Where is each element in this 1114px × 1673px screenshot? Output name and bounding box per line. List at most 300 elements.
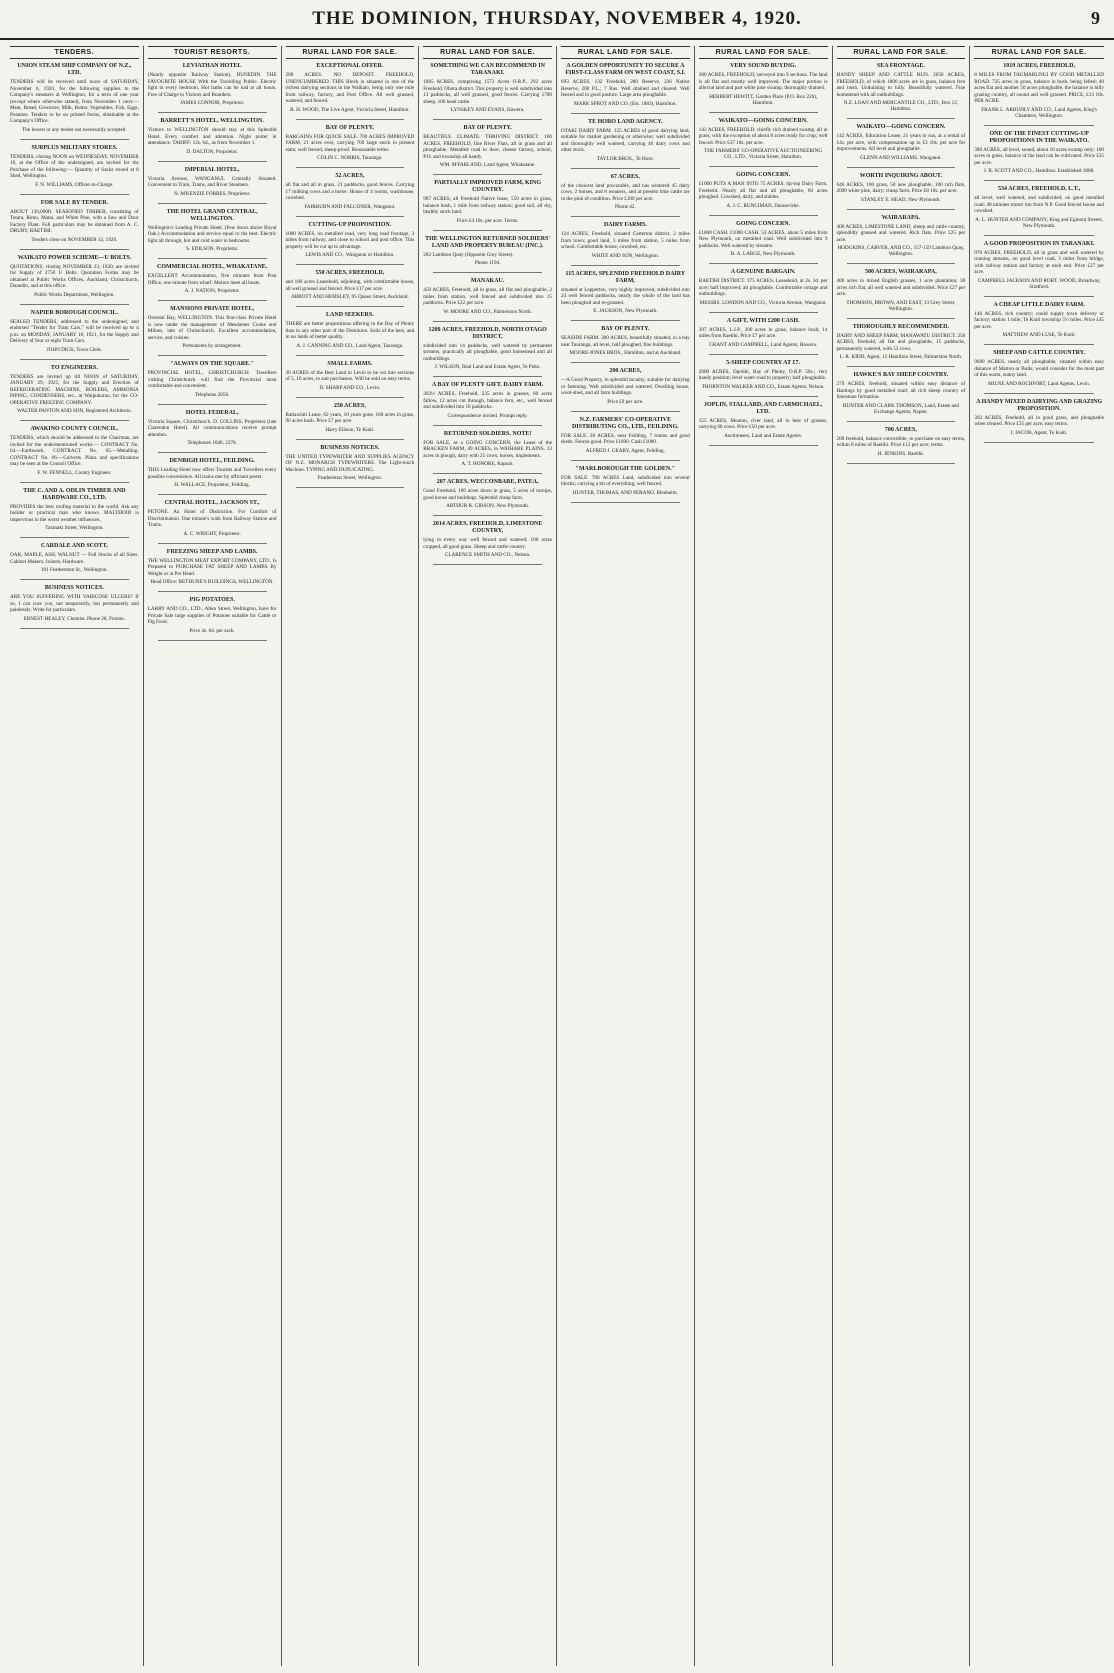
ad-divider xyxy=(433,119,542,120)
ad-body: TENDERS, closing NOON on WEDNESDAY, NOVEMBER 10, at the Office of the undersigned, are invited for the Purchase of the following:— Quantity of Sacks stored at 8 Shed, Wellington. xyxy=(10,153,139,179)
ad-divider xyxy=(433,515,542,516)
advertisement xyxy=(699,402,828,439)
ad-heading: WAIRARAPA. xyxy=(881,214,921,221)
ad-heading: CENTRAL HOTEL, JACKSON ST., xyxy=(164,500,260,506)
ad-signature: A. C. WRIGHT, Proprietor. xyxy=(183,530,241,537)
column-5 xyxy=(557,46,695,1666)
ad-divider xyxy=(433,272,542,273)
ad-signature: LYNSKEY AND EVANS, Hawera. xyxy=(450,107,525,113)
ad-heading: THE HOTEL GRAND CENTRAL, WELLINGTON. xyxy=(166,208,258,222)
advertisement xyxy=(561,326,690,356)
ad-divider xyxy=(158,494,267,495)
ad-divider xyxy=(571,113,680,114)
ad-signature: Telephone 2056. xyxy=(194,391,230,398)
ad-heading: EXCEPTIONAL OFFER. xyxy=(316,63,384,69)
ad-signature: F. N. WILLIAMS, Officer-in-Charge. xyxy=(35,181,114,188)
advertisement xyxy=(10,255,139,298)
advertisement xyxy=(561,63,690,107)
advertisement xyxy=(423,431,552,468)
ad-heading: LAND SEEKERS. xyxy=(326,312,374,318)
ad-signature: Taranaki Street, Wellington. xyxy=(45,525,104,531)
ad-signature: 101 Featherston St., Wellington. xyxy=(40,567,108,573)
advertisement xyxy=(10,145,139,188)
ad-heading: 550 ACRES, FREEHOLD, xyxy=(315,270,385,276)
ad-divider xyxy=(20,359,129,360)
advertisement xyxy=(286,125,415,162)
column-8 xyxy=(970,46,1108,1666)
advertisement xyxy=(837,124,966,161)
ad-body: QUOTATIONS, closing NOVEMBER 23, 1920, are invited for Supply of 2750 U Bolts. Quotation Forms may be obtained at Public Works Offices, Auckland, Christchurch, Dunedin, and at this office. xyxy=(10,263,139,289)
ad-body: TENDERS, which should be addressed to the Chairman, are invited for the undermentioned works:— CONTRACT No. 64.—Earthwork. CONTRACT No. 65.—Metalling. CONTRACT No. 66.—Culverts. Plans and specifications may be seen at the Council Office. xyxy=(10,435,139,467)
ad-divider xyxy=(709,166,818,167)
column-4 xyxy=(419,46,557,1666)
advertisement xyxy=(699,318,828,348)
ad-divider xyxy=(984,344,1094,345)
ad-signature: WHITE AND SON, Wellington. xyxy=(591,252,660,259)
advertisement xyxy=(10,543,139,573)
ad-signature: LEWIS AND CO., Wanganui or Hamilton. xyxy=(305,252,395,258)
ad-body: 8 MILES FROM TAUMARUNUI BY GOOD METALLED ROAD. 725 acres in grass, balance in bush, being felled; 40 acres flat and another 50 acres ploughable, the balance is hilly grazing country, all sound and well grassed. PRICE, £13 10s. PER ACRE. xyxy=(974,72,1104,104)
ad-body: ARE YOU SUFFERING WITH VARICOSE ULCERS? If so, I can cure you, not temporarily, but permanently and painlessly. Write for particulars. xyxy=(10,594,139,613)
ad-body: OAK, MAPLE, ASH, WALNUT — Full Stocks of all Sizes. Cabinet Makers, Joiners, Hardware. xyxy=(10,552,139,565)
ad-heading: TE HORO LAND AGENCY. xyxy=(588,118,663,125)
ad-heading: N.Z. FARMERS' CO-OPERATIVE DISTRIBUTING CO., LTD., FEILDING. xyxy=(571,416,679,430)
advertisement xyxy=(561,119,690,162)
advertisement xyxy=(837,63,966,112)
ad-heading: A HANDY MIXED DAIRYING AND GRAZING PROPOSITION. xyxy=(976,398,1103,412)
advertisement xyxy=(561,222,690,259)
ad-body: PROVINCIAL HOTEL, CHRISTCHURCH. Travellers visiting Christchurch will find the Provincial most comfortable and convenient. xyxy=(147,370,277,389)
ad-body: 400 ACRES, LIMESTONE LAND, sheep and cattle country, splendidly grassed and watered. Rich flats. Price £25 per acre. xyxy=(836,223,966,243)
advertisement xyxy=(148,500,277,537)
ad-signature: N.Z. LOAN AND MERCANTILE CO., LTD., Box 12, Hamilton. xyxy=(843,100,959,112)
ad-signature: A. L. HUNTER AND COMPANY, King and Egmont Streets, New Plymouth. xyxy=(975,216,1103,229)
ad-divider xyxy=(296,306,405,307)
ad-signature: Price 4s. 6d. per sack. xyxy=(189,627,235,634)
ad-signature: GLENN AND WILLIAMS, Wanganui. xyxy=(860,154,942,161)
advertisement xyxy=(837,427,966,457)
ad-heading: SURPLUS MILITARY STORES. xyxy=(31,144,118,151)
ad-body: 302 ACRES, Freehold, all in good grass, and ploughable when cleared. Price £35 per acre; easy terms. xyxy=(974,414,1104,427)
ad-signature: Price £9 per acre. xyxy=(607,398,644,405)
advertisement xyxy=(974,399,1104,436)
ad-divider xyxy=(158,404,267,405)
ad-body: 279 ACRES, freehold, situated within easy distance of Hastings by good metalled road; all rich sheep country of limestone formation. xyxy=(836,381,966,400)
ad-body: 142 ACRES, FREEHOLD, chiefly rich drained swamp, all in grass, with the exception of about 8 acres ready for crop; well fenced. Price £37 10s. per acre. xyxy=(698,126,828,146)
ad-divider xyxy=(158,355,267,356)
ad-heading: MANSIONS PRIVATE HOTEL, xyxy=(170,306,255,312)
ad-body: 300 ACRES, FREEHOLD, surveyed into 9 sections. The land is all flat and mostly well improved. The major portion is alluvial land and part white pine swamp, thoroughly drained. xyxy=(698,72,828,91)
ad-signature: WALTER PANTON AND SON, Registered Architects. xyxy=(17,408,132,414)
column-heading: RURAL LAND FOR SALE. xyxy=(974,46,1104,59)
ad-body: TENDERS will be received until noon of SATURDAY, November 6, 1920, for the following supplies to the Company's steamers at Wellington, for a term of one year (except where otherwise stated), from November 1 next:— Meat, Bread, Groceries, Milk, Butter, Vegetables, Fish, Eggs, Potatoes. Tenders to be on printed forms, obtainable at the Company's Office. xyxy=(10,79,139,124)
ad-heading: 115 ACRES, SPLENDID FREEHOLD DAIRY FARM, xyxy=(565,270,686,284)
ad-body: Victoria Avenue, WANGANUI. Centrally Situated. Convenient to Train, Trams, and River Steamers. xyxy=(147,175,277,188)
ad-body: 2000 ACRES, Opotiki, Bay of Plenty, O.R.P. 50s.; very handy position; level water road to property; half ploughable. xyxy=(698,368,828,381)
advertisement xyxy=(974,63,1104,119)
column-heading: RURAL LAND FOR SALE. xyxy=(699,46,828,59)
ad-heading: RETURNED SOLDIERS, NOTE! xyxy=(443,430,532,437)
advertisement xyxy=(148,410,277,447)
advertisement xyxy=(148,549,277,586)
ad-signature: GRANT AND CAMPBELL, Land Agents, Hawera. xyxy=(709,341,818,348)
ad-divider xyxy=(296,167,405,168)
ad-divider xyxy=(984,125,1094,126)
advertisement xyxy=(10,200,139,243)
advertisement xyxy=(423,278,552,315)
advertisement xyxy=(837,173,966,203)
ad-divider xyxy=(571,320,680,321)
ad-divider xyxy=(433,321,542,322)
ad-body: 400 acres in mixed English grasses, 1 acre plantation; 30 acres rich flat, all well watered and subdivided. Price £27 per acre. xyxy=(836,278,966,297)
ad-signature: Harry Ellison, Te Kuiti. xyxy=(325,426,375,433)
ad-signature: Permanents by arrangement. xyxy=(182,343,242,349)
advertisement xyxy=(699,360,828,390)
ad-heading: COMMERCIAL HOTEL, WHAKATANE. xyxy=(156,264,268,270)
ad-signature: MARK SPROT AND CO. (Est. 1883), Hamilton. xyxy=(573,100,677,107)
ad-body: 646 ACRES, 100 grass, 50 new ploughable, 100 rich flats, 2000 white pine, dairy; cheap farm. Price £8 10s. per acre. xyxy=(836,181,966,194)
ad-heading: NAPIER BOROUGH COUNCIL. xyxy=(30,309,118,316)
ad-heading: PARTIALLY IMPROVED FARM, KING COUNTRY. xyxy=(434,180,542,193)
ad-signature: H. JENKINS, Raetihi. xyxy=(877,450,924,457)
ad-signature: JOHN DICK, Town Clerk. xyxy=(46,346,103,353)
advertisement xyxy=(561,174,690,211)
ad-heading: THOROUGHLY RECOMMENDED. xyxy=(852,323,949,330)
advertisement xyxy=(699,63,828,106)
ad-body: 1000 ACRES, on metalled road, very long road frontage, 3 miles from railway, and close to school and post office. This property will be cut up to advantage. xyxy=(285,230,415,250)
advertisement xyxy=(10,426,139,476)
advertisement xyxy=(974,186,1104,229)
advertisement xyxy=(148,264,277,294)
ad-body: ABOUT 130,000ft. SEASONED TIMBER, consisting of Totara, Rimu, Matai, and White Pine, with a Saw and Door Factory Plant. Full particulars may be obtained from A. C. DRURY, RAETIHI. xyxy=(10,208,139,234)
ad-heading: AWAKINO COUNTY COUNCIL. xyxy=(30,426,119,432)
ad-signature: MATTHEW AND LUSE, Te Kuiti. xyxy=(1002,332,1076,338)
ad-divider xyxy=(571,411,680,412)
ad-signature: Auctioneers, Land and Estate Agents. xyxy=(724,432,803,439)
ad-signature: J. WILSON, Real Land and Estate Agent, Te Puke. xyxy=(434,364,541,370)
ad-heading: WORTH INQUIRING ABOUT. xyxy=(859,172,942,179)
ad-signature: D. DALTON, Proprietor. xyxy=(186,148,238,155)
ad-signature: FAIRBURN AND FALCONER, Wanganui. xyxy=(304,203,396,210)
advertisement xyxy=(423,521,552,558)
ad-signature: D. SHARP AND CO., Levin. xyxy=(319,384,381,391)
ad-divider xyxy=(984,442,1094,443)
ad-body: 146 ACRES, rich country; could supply town delivery or factory; station 1 mile; Te Kuiti township 5½ miles. Price £45 per acre. xyxy=(974,310,1104,330)
ad-signature: The lowest or any tender not necessarily accepted. xyxy=(22,126,127,133)
advertisement xyxy=(423,479,552,509)
ad-signature: N. M'KENZIE FORBES, Proprietor. xyxy=(174,190,251,197)
ad-divider xyxy=(709,263,818,264)
ad-body: Visitors to WELLINGTON should stay at this Splendid Hotel. Every comfort and attention. Night porter in attendance. TARIFF: 12s. 6d., as from November 1. xyxy=(147,127,277,146)
ad-signature: ABBOTT AND HEMSLEY, 95 Queen Street, Auckland. xyxy=(290,294,409,300)
advertisement xyxy=(837,215,966,258)
ad-heading: FOR SALE BY TENDER. xyxy=(40,199,109,206)
ad-body: —A Good Property, in splendid locality, suitable for dairying or fattening. Well subdivided and watered. Dwelling house, wool-shed, and all farm buildings. xyxy=(561,377,690,396)
ad-signature: S. EDILSON, Proprietor. xyxy=(185,246,239,252)
ad-heading: A GENUINE BARGAIN. xyxy=(730,269,796,275)
ad-body: 155 ACRES, Mouton, river land, all in best of grasses, carrying 60 cows. Price £50 per acre. xyxy=(698,417,828,430)
ad-heading: A CHEAP LITTLE DAIRY FARM. xyxy=(993,301,1085,308)
ad-signature: COLIN C. NORRIS, Tauranga. xyxy=(317,155,383,161)
ad-body: SEASIDE FARM. 300 ACRES, beautifully situated, in a bay near Tauranga, all level, half ploughed, fine buildings. xyxy=(561,335,690,348)
ad-divider xyxy=(158,591,267,592)
ad-signature: A. J. CANNING AND CO., Land Agent, Tauranga. xyxy=(296,342,404,349)
advertisement xyxy=(423,327,552,371)
advertisement xyxy=(837,324,966,361)
ad-divider xyxy=(984,235,1094,236)
ad-body: 380 ACRES, all level, sound, about 10 acres swamp only; 100 acres in grass, balance of the land can be cultivated. Price £25 per acre. xyxy=(974,146,1104,166)
ad-signature: MESSRS. LONDON AND CO., Victoria Avenue, Wanganui. xyxy=(699,299,827,306)
ad-heading: FREEZING SHEEP AND LAMBS. xyxy=(166,548,258,555)
advertisement xyxy=(148,167,277,197)
ad-body: PROVIDES the best roofing material in the world. Ask any builder or practical man who knows. MALTHOID is impervious to the worst weather influences. xyxy=(10,503,139,523)
ad-divider xyxy=(709,312,818,313)
ad-divider xyxy=(158,640,267,641)
ad-body: 282 Lambton Quay (Opposite Grey Street). xyxy=(423,251,514,258)
ad-heading: 250 ACRES, xyxy=(333,402,366,409)
advertisement xyxy=(148,361,277,398)
ad-heading: THE WELLINGTON RETURNED SOLDIERS' LAND AND PROPERTY BUREAU (INC.). xyxy=(425,235,551,249)
advertisement xyxy=(974,350,1104,387)
column-heading: TENDERS. xyxy=(10,46,139,59)
ad-signature: JAMES CONNOR, Proprietor. xyxy=(179,100,245,106)
ad-signature: R. A. LARGE, New Plymouth. xyxy=(730,251,796,257)
ad-divider xyxy=(20,579,129,580)
ad-body: BARGAINS FOR QUICK SALE. 700 ACRES IMPROVED FARM, 21 acres over, carrying 700 large stock in present state; well fenced, sheep-proof. Reasonable terms. xyxy=(285,133,415,153)
ad-heading: BAY OF PLENTY. xyxy=(601,326,650,332)
ad-signature: HUNTER AND CLARK THOMSON, Land, Estate and Exchange Agents, Napier. xyxy=(842,402,960,415)
advertisement xyxy=(974,131,1104,175)
ad-body: 30 ACRES of the Best Land in Levin to be cut into sections of 5, 10 acres, to suit purchasers. Will be sold on easy terms. xyxy=(285,369,415,382)
ad-signature: CLARENCE SMITH AND CO., Nelson. xyxy=(444,552,531,558)
ad-signature: E. JACKSON, New Plymouth. xyxy=(593,308,658,314)
ad-heading: MANAKAU. xyxy=(470,278,505,284)
ad-body: Victoria Square, Christchurch. D. COLLINS, Proprietor (late Clarendon Hotel). All communications receive prompt attention. xyxy=(147,418,277,438)
advertisement xyxy=(699,269,828,306)
ad-body: lying in every way well fenced and watered; 100 acres cropped, all good grass. Sheep and cattle country. xyxy=(423,537,552,550)
advertisement xyxy=(286,173,415,210)
ad-body: TENDERS are invited up till NOON of SATURDAY, JANUARY 29, 1921, for the Supply and Erection of REFRIGERATING MACHINE, BOILERS, AMMONIA PIPING, CONDENSERS, etc., at Waipukurau, for the CO-OPERATIVE FREEZING COMPANY. xyxy=(10,373,139,406)
ad-heading: THE C. AND A. ODLIN TIMBER AND HARDWARE CO., LTD. xyxy=(23,487,126,501)
column-7 xyxy=(833,46,971,1666)
ad-signature: TAYLOR BROS., Te Horo. xyxy=(596,155,654,162)
ad-signature: MILNE AND ROCHFORT, Land Agents, Levin. xyxy=(988,380,1091,387)
ad-body: THIS Leading Hotel now offers Tourists and Travellers every possible convenience. All trains met by officient porter. xyxy=(147,467,277,480)
column-heading: TOURIST RESORTS. xyxy=(148,46,277,59)
ad-heading: VERY SOUND BUYING. xyxy=(730,63,797,69)
ad-divider xyxy=(847,263,956,264)
ad-divider xyxy=(571,168,680,169)
ad-body: HANDY SHEEP AND CATTLE RUN. 2650 ACRES, FREEHOLD, of which 1800 acres are in grass, balance fern and bush. Undulating to hilly. Beautifully watered. Fine homestead with all outbuildings. xyxy=(836,72,966,98)
ad-body: FOR SALE. 20 ACRES, near Feilding, 7 rooms and good sheds. Fences good. Price £1600. Cash £1000. xyxy=(561,432,690,445)
advertisement xyxy=(10,585,139,622)
ad-signature: Head Office: BETHUNE'S BUILDINGS, WELLINGTON. xyxy=(150,579,274,585)
ad-signature: Price £4 10s. per acre. Terms. xyxy=(456,217,519,224)
ad-heading: TO ENGINEERS. xyxy=(50,364,98,371)
column-6 xyxy=(695,46,833,1666)
ad-divider xyxy=(709,396,818,397)
ad-divider xyxy=(847,167,956,168)
ad-heading: A GOLDEN OPPORTUNITY TO SECURE A FIRST-CLASS FARM ON WEST COAST, S.I. xyxy=(565,63,686,76)
ad-divider xyxy=(433,230,542,231)
ad-heading: SOMETHING WE CAN RECOMMEND IN TARANAKI. xyxy=(430,63,545,76)
column-heading: RURAL LAND FOR SALE. xyxy=(837,46,966,59)
ad-divider xyxy=(158,543,267,544)
ad-body: THERE are better propositions offering in the Bay of Plenty than in any other part of the Dominion. Soils of the best, and in no lands of better quality. xyxy=(285,321,415,340)
advertisement xyxy=(423,125,552,168)
ad-divider xyxy=(709,445,818,446)
ad-signature: THORNTON WALKER AND CO., Estate Agents, Nelson. xyxy=(701,383,825,390)
advertisement xyxy=(286,270,415,300)
ad-body: 397 ACRES, L.I.P., 300 acres in grass, balance bush; 14 miles from Raetihi. Price £7 per acre. xyxy=(698,326,828,339)
ad-body: 302½ ACRES, Freehold, 235 acres in grasses, 60 acres fallow, 12 acres cut through, balance fern, etc., well fenced and subdivided into 18 paddocks. xyxy=(423,391,552,410)
ad-heading: HOTEL FEDERAL, xyxy=(185,409,239,416)
ad-divider xyxy=(847,463,956,464)
ad-body: (Nearly opposite Railway Station), DUNEDIN. THE FAVOURITE HOUSE With the Travelling Public. Electric light in every bedroom. Hot baths can be had at all hours. Free of Charge to Visitors and Boarders. xyxy=(147,72,277,98)
column-heading: RURAL LAND FOR SALE. xyxy=(423,46,552,59)
columns-container xyxy=(6,46,1108,1666)
ad-signature: J. R. SCOTT AND CO., Hamilton. Established 1888. xyxy=(983,168,1095,174)
advertisement xyxy=(148,306,277,349)
ad-divider xyxy=(984,180,1094,181)
ad-signature: A. J. C. RUNCIMAN, Dannevirke. xyxy=(726,202,800,209)
ad-divider xyxy=(296,397,405,398)
ad-heading: GOING CONCERN. xyxy=(736,220,791,227)
advertisement xyxy=(699,118,828,161)
ad-divider xyxy=(847,318,956,319)
ad-body: Oriental Bay, WELLINGTON. This first-class Private Hotel is now under the management of Mesdames Cooke and Milnes, late of Christchurch. Excellent accommodation, service, and cuisine. xyxy=(147,315,277,341)
ad-signature: Phone 1194. xyxy=(474,260,501,266)
advertisement xyxy=(561,368,690,405)
ad-body: subdivided into 14 paddocks, well watered by permanent streams, practically all ploughable, good homestead and all outbuildings. xyxy=(423,342,552,362)
ad-signature: I. JACOB, Agent, Te Kuiti. xyxy=(1010,429,1068,436)
ad-heading: CARDALE AND SCOTT, xyxy=(41,543,108,549)
ad-heading: A GOOD PROPOSITION IN TARANAKI. xyxy=(983,240,1095,247)
advertisement xyxy=(286,63,415,113)
ad-heading: WAIKATO POWER SCHEME—U BOLTS. xyxy=(17,254,132,261)
ad-signature: R. H. WOOD, The Live Agent, Victoria Street, Hamilton. xyxy=(290,106,410,113)
column-2 xyxy=(144,46,282,1666)
advertisement xyxy=(423,236,552,267)
ad-heading: WAIKATO—GOING CONCERN. xyxy=(856,124,946,130)
ad-divider xyxy=(20,537,129,538)
ad-body: FOR SALE. 700 ACRES Land, subdivided into several blocks; carrying a bit of everything; well fenced. xyxy=(561,474,690,487)
ad-divider xyxy=(709,112,818,113)
ad-divider xyxy=(433,174,542,175)
ad-signature: CAMPBELL JACKSON AND ROBT. WOOD, Broadway, Stratford. xyxy=(977,277,1101,290)
ad-divider xyxy=(984,393,1094,394)
ad-heading: 67 ACRES, xyxy=(610,173,640,180)
ad-body: THE WELLINGTON MEAT EXPORT COMPANY, LTD., Is Prepared to PURCHASE FAT SHEEP AND LAMBS By Weight or at Per Head. xyxy=(147,557,277,577)
ad-heading: GOING CONCERN. xyxy=(736,172,791,178)
column-heading: RURAL LAND FOR SALE. xyxy=(561,46,690,59)
ad-divider xyxy=(20,482,129,483)
advertisement xyxy=(10,488,139,532)
ad-divider xyxy=(433,376,542,377)
ad-heading: 1019 ACRES, FREEHOLD, xyxy=(1003,63,1075,69)
ad-divider xyxy=(571,502,680,503)
ad-divider xyxy=(571,362,680,363)
ad-signature: MOORE-JONES BROS., Hamilton, and at Auckland. xyxy=(569,350,682,356)
ad-body: 450 ACRES, Freehold, all in grass, all flat and ploughable, 2 miles from station, well fenced and subdivided into 15 paddocks. Price £22 per acre. xyxy=(423,287,552,306)
ad-heading: SEA FRONTAGE. xyxy=(876,63,925,69)
ad-heading: HAWKE'S BAY SHEEP COUNTRY. xyxy=(853,372,949,378)
advertisement xyxy=(148,63,277,106)
ad-heading: CUTTING-UP PROPOSITION. xyxy=(308,221,392,228)
ad-divider xyxy=(433,564,542,565)
ad-signature: STANLEY E. HEAD, New Plymouth. xyxy=(861,196,941,203)
ad-divider xyxy=(158,112,267,113)
ad-divider xyxy=(20,628,129,629)
ad-body: Ratiawhiti Lease, 62 years, 10 years gone, 160 acres in grass, 90 acres bush. Price £7 per acre. xyxy=(285,411,415,424)
advertisement xyxy=(837,372,966,415)
advertisement xyxy=(10,63,139,133)
ad-heading: BARRETT'S HOTEL, WELLINGTON. xyxy=(160,118,264,124)
ad-heading: BUSINESS NOTICES. xyxy=(320,444,380,451)
ad-heading: 200 ACRES, xyxy=(609,368,642,374)
ad-signature: F. W. FENNELL, County Engineer. xyxy=(37,469,112,476)
ad-body: BEAUTIFUL CLIMATE. THRIVING DISTRICT. 160 ACRES, FREEHOLD, fine River Flats, all in grass and all ploughable. Metalled road to door, cheese factory, school, P.O. and township all handy. xyxy=(423,134,552,160)
advertisement xyxy=(148,597,277,634)
ad-body: 970 ACRES, FREEHOLD, all in grass and well watered by running streams, on good level road, 3 miles from bridge, with railway station and factory at each end. Price £27 per acre. xyxy=(974,249,1104,275)
column-heading: RURAL LAND FOR SALE. xyxy=(286,46,415,59)
ad-divider xyxy=(433,425,542,426)
ad-signature: ALFRED J. GEARY, Agent, Feilding. xyxy=(585,447,665,454)
advertisement xyxy=(10,310,139,353)
ad-heading: A GIFT, WITH £200 CASH. xyxy=(726,317,800,324)
ad-body: of the choicest land procurable, and has wintered 45 dairy cows, 2 horses, and 8 weaners, and at present time cattle are in the pink of condition. Price £100 per acre. xyxy=(561,182,690,202)
ad-signature: FRANK L. ARBUDLY AND CO., Land Agents, King's Chambers, Wellington. xyxy=(981,106,1097,119)
ad-signature: A. J. NATION, Proprietor. xyxy=(184,288,240,294)
ad-heading: IMPERIAL HOTEL, xyxy=(184,166,240,173)
ad-divider xyxy=(847,209,956,210)
ad-body: £1000 PUTS A MAN INTO 75 ACRES, tip-top Dairy Farm, Freehold. Nearly all flat and all ploughable, 60 acres ploughed. Cowshed, dairy, and stables. xyxy=(698,181,828,200)
ad-heading: SMALL FARMS. xyxy=(327,360,373,367)
ad-divider xyxy=(20,420,129,421)
column-3 xyxy=(282,46,420,1666)
ad-heading: LEVIATHAN HOTEL xyxy=(182,63,242,69)
advertisement xyxy=(286,312,415,349)
ad-heading: WAIKATO—GOING CONCERN. xyxy=(718,117,808,124)
ad-heading: PIG POTATOES. xyxy=(189,597,235,603)
ad-divider xyxy=(296,487,405,488)
advertisement xyxy=(974,302,1104,339)
ad-divider xyxy=(571,265,680,266)
ad-body: situated at Lepperton, very highly improved, subdivided into 24 well fenced paddocks, nearly the whole of the land has been ploughed and re-grassed. xyxy=(561,286,690,306)
ad-body: and 180 acres Leasehold, adjoining, with comfortable house, all well grassed and fenced. Price £17 per acre. xyxy=(285,279,415,292)
advertisement xyxy=(286,222,415,259)
ad-body: 200 ACRES. NO DEPOSIT. FREEHOLD, UNENCUMBERED. THIS Block is situated in one of the richest dairying sections in the Waikato, being only one mile from railway, factory, and Post Office. All well grassed, watered, and fenced. xyxy=(285,72,415,104)
ad-heading: DAIRY FARMS. xyxy=(603,222,647,228)
ad-divider xyxy=(571,216,680,217)
ad-heading: UNION STEAM SHIP COMPANY OF N.Z., LTD. xyxy=(17,63,132,76)
ad-signature: H. WALLACE, Proprietor, Feilding. xyxy=(174,482,250,488)
ad-body: OTAKI DAIRY FARM. 125 ACRES of good dairying land, suitable for market gardening or otherwise; well subdivided and thoroughly well watered, carrying 40 dairy cows and other stock. xyxy=(561,127,690,153)
ad-heading: 534 ACRES, FREEHOLD, L.T., xyxy=(998,186,1081,192)
advertisement xyxy=(561,466,690,496)
newspaper-title: THE DOMINION, THURSDAY, NOVEMBER 4, 1920. xyxy=(312,8,802,29)
ad-body: 693 ACRES, 132 Freehold, 280 Reserve, 236 Native Reserve, 200 P.L.; 7 Bus. Well drained and cleared. Well fenced and in good pasture. Large area ploughable. xyxy=(561,79,690,98)
advertisement xyxy=(286,361,415,391)
ad-body: Wellington's Leading Private Hotel. (Few doors above Royal Oak.) Accommodation and service equal to the best. Electric light all through, hot and cold water in bedrooms. xyxy=(147,224,277,244)
ad-heading: ONE OF THE FINEST CUTTING-UP PROPOSITIONS IN THE WAIKATO. xyxy=(989,130,1089,144)
ad-signature: Phone 42. xyxy=(615,204,636,210)
ad-heading: A BAY OF PLENTY GIFT. DAIRY FARM. xyxy=(432,382,544,388)
advertisement xyxy=(286,403,415,433)
ad-body: 9600 ACRES, nearly all ploughable, situated within easy distance of Marton or Bulls; would consider for the most part of this warm, sunny land. xyxy=(974,359,1104,378)
ad-divider xyxy=(433,473,542,474)
ad-signature: HERBERT HEWITT, Garden Place (P.O. Box 226), Hamilton. xyxy=(709,93,818,106)
